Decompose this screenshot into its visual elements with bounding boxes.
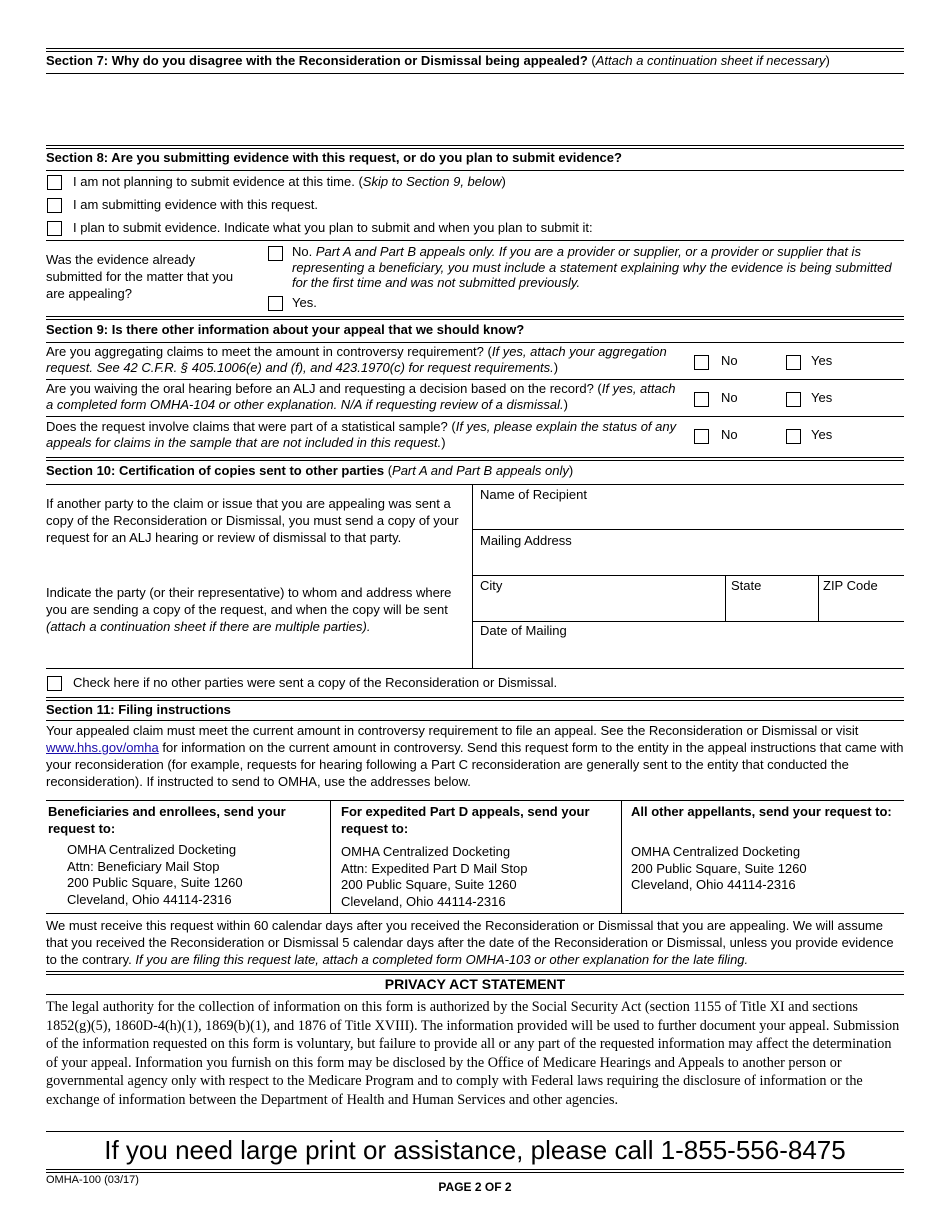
section-7-title: Section 7: Why do you disagree with the Reconsideration or Dismissal being appealed? bbox=[46, 53, 588, 68]
rule bbox=[46, 416, 904, 417]
mailing-address-field[interactable] bbox=[473, 530, 904, 575]
section-10-party-text: Indicate the party (or their representative) to whom and address where you are sending a copy of the request, and when the copy will be sent bbox=[46, 585, 452, 617]
aggregating-question: Are you aggregating claims to meet the amount in controversy requirement? (If yes, attach your aggregation request. See 42 C.F.R. § 405.1006(e) and (f), and 423.1970(c) for request requirements.) bbox=[46, 344, 667, 375]
aggregating-yes-checkbox[interactable] bbox=[786, 355, 801, 370]
recipient-name-label: Name of Recipient bbox=[480, 487, 587, 502]
evidence-submitting-label: I am submitting evidence with this request. bbox=[73, 197, 318, 212]
mailing-address-label: Mailing Address bbox=[480, 533, 572, 548]
evidence-already-no-note: Part A and Part B appeals only. If you are a provider or supplier, or a provider or supplier that is representing a beneficiary, you must include a statement explaining why the evidence is being submitted for the first time and was not submitted previously. bbox=[292, 244, 892, 290]
aggregating-question-text: Are you aggregating claims to meet the amount in controversy requirement? bbox=[46, 344, 484, 359]
evidence-none-label: I am not planning to submit evidence at this time. (Skip to Section 9, below) bbox=[73, 174, 506, 189]
mailing-date-field[interactable] bbox=[473, 622, 904, 667]
rule bbox=[46, 913, 904, 914]
rule bbox=[46, 994, 904, 995]
section-10-party-instructions bbox=[46, 584, 461, 635]
privacy-body: The legal authority for the collection of information on this form is authorized by the Social Security Act (section 1155 of Title XI and sections 1852(g)(5), 1860D-4(h)(1), 1869(b)(1), and 1876 of Title XVIII). The information provided will be used to further document your appeal. Submission of the information requested on this form is voluntary, but failure to provide all or any part of the requested information may affect the determination of your appeal. Information you furnish on this form may be disclosed by the Office of Medicare Hearings and Appeals to another person or governmental agency only with respect to the Medicare Program and to comply with Federal laws requiring the disclosure of information or the exchange of information between the Department of Health and Human Services and other agencies. bbox=[46, 999, 900, 1108]
mailing-date-label: Date of Mailing bbox=[480, 623, 567, 638]
state-field[interactable] bbox=[726, 576, 818, 621]
rule bbox=[46, 697, 904, 701]
evidence-submitting-checkbox[interactable] bbox=[47, 198, 62, 213]
beneficiary-address bbox=[67, 842, 243, 908]
sample-question-note: If yes, please explain the status of any appeals for claims in the sample that are not included in this request. bbox=[46, 419, 677, 450]
rule bbox=[46, 457, 904, 461]
city-field[interactable] bbox=[473, 576, 725, 621]
rule bbox=[46, 800, 904, 801]
sample-no-checkbox[interactable] bbox=[694, 429, 709, 444]
rule bbox=[46, 170, 904, 171]
other-address bbox=[631, 844, 807, 894]
sample-yes-checkbox[interactable] bbox=[786, 429, 801, 444]
evidence-already-yes-label: Yes. bbox=[292, 295, 317, 310]
evidence-already-yes-checkbox[interactable] bbox=[268, 296, 283, 311]
rule bbox=[46, 240, 904, 241]
address-line: Attn: Expedited Part D Mail Stop bbox=[341, 860, 528, 876]
section-9-title: Section 9: Is there other information about your appeal that we should know? bbox=[46, 322, 525, 337]
waiving-yes-label: Yes bbox=[811, 390, 833, 405]
waiving-question-note: If yes, attach a completed form OMHA-104 or other explanation. N/A if requesting review of a dismissal. bbox=[46, 381, 676, 412]
evidence-already-no-label bbox=[292, 244, 902, 291]
section-10-title: Section 10: Certification of copies sent to other parties bbox=[46, 463, 385, 478]
rule bbox=[46, 720, 904, 721]
city-label: City bbox=[480, 578, 503, 593]
aggregating-no-label: No bbox=[721, 353, 738, 368]
filing-instructions-text-2: for information on the current amount in controversy. Send this request form to the entity in the appeal instructions that came with your reconsideration (for example, requests for hearing following a Part C reconsideration are generally sent to the entity that conducted the reconsideration). If instructed to send to OMHA, use the addresses below. bbox=[46, 740, 904, 789]
waiving-yes-checkbox[interactable] bbox=[786, 392, 801, 407]
zip-label: ZIP Code bbox=[823, 578, 878, 593]
section-10-header: Section 10: Certification of copies sent to other parties (Part A and Part B appeals only) bbox=[46, 463, 574, 478]
waiving-question-text: Are you waiving the oral hearing before an ALJ and requesting a decision based on the record? bbox=[46, 381, 594, 396]
no-other-parties-checkbox[interactable] bbox=[47, 676, 62, 691]
deadline-notice bbox=[46, 917, 906, 968]
rule bbox=[46, 316, 904, 320]
zip-field[interactable] bbox=[819, 576, 904, 621]
recipient-name-field[interactable] bbox=[473, 484, 904, 529]
filing-instructions-text: Your appealed claim must meet the current amount in controversy requirement to file an appeal. See the Reconsideration or Dismissal or visit bbox=[46, 723, 859, 738]
section-8-title: Section 8: Are you submitting evidence with this request, or do you plan to submit evidence? bbox=[46, 150, 622, 165]
evidence-plan-label: I plan to submit evidence. Indicate what you plan to submit and when you plan to submit it: bbox=[73, 220, 593, 235]
filing-instructions bbox=[46, 722, 906, 790]
divider bbox=[330, 800, 331, 913]
evidence-already-question: Was the evidence already submitted for the matter that you are appealing? bbox=[46, 252, 234, 301]
evidence-none-checkbox[interactable] bbox=[47, 175, 62, 190]
evidence-already-no-checkbox[interactable] bbox=[268, 246, 283, 261]
rule bbox=[46, 379, 904, 380]
rule bbox=[46, 1131, 904, 1132]
divider bbox=[621, 800, 622, 913]
address-line: 200 Public Square, Suite 1260 bbox=[631, 860, 807, 876]
evidence-none-note: Skip to Section 9, below bbox=[362, 174, 502, 189]
waiving-no-label: No bbox=[721, 390, 738, 405]
waiving-question: Are you waiving the oral hearing before an ALJ and requesting a decision based on the record? (If yes, attach a completed form OMHA-104 or other explanation. N/A if requesting review of a dismissal.) bbox=[46, 381, 676, 412]
evidence-already-no-text: No. bbox=[292, 244, 313, 259]
section-10-instructions: If another party to the claim or issue that you are appealing was sent a copy of the Reconsideration or Dismissal, you must send a copy of your request for an ALJ hearing or review of dismissal to that party. bbox=[46, 496, 459, 545]
address-line: Cleveland, Ohio 44114-2316 bbox=[631, 877, 796, 892]
rule bbox=[46, 971, 904, 975]
address-line: OMHA Centralized Docketing bbox=[67, 842, 237, 857]
deadline-note: If you are filing this request late, attach a completed form OMHA-103 or other explanation for the late filing. bbox=[135, 952, 749, 967]
sample-no-label: No bbox=[721, 427, 738, 442]
address-line: Cleveland, Ohio 44114-2316 bbox=[67, 891, 232, 907]
evidence-plan-checkbox[interactable] bbox=[47, 221, 62, 236]
section-7-answer-area[interactable] bbox=[46, 74, 904, 144]
section-7-note: Attach a continuation sheet if necessary bbox=[595, 53, 826, 68]
section-7-header: Section 7: Why do you disagree with the Reconsideration or Dismissal being appealed? (Attach a continuation sheet if necessary) bbox=[46, 53, 830, 68]
beneficiary-address-heading: Beneficiaries and enrollees, send your request to: bbox=[48, 804, 286, 836]
aggregating-question-note: If yes, attach your aggregation request. See 42 C.F.R. § 405.1006(e) and (f), and 423.1970(c) for request requirements. bbox=[46, 344, 667, 375]
omha-link[interactable]: www.hhs.gov/omha bbox=[46, 740, 159, 755]
sample-yes-label: Yes bbox=[811, 427, 833, 442]
deadline-text: We must receive this request within 60 calendar days after you received the Reconsideration or Dismissal that you are appealing. We will assume that you received the Reconsideration or Dismissal 5 calendar days after the date of the Reconsideration or Dismissal, unless you provide evidence to the contrary. bbox=[46, 918, 894, 967]
rule bbox=[46, 1169, 904, 1173]
rule bbox=[46, 145, 904, 149]
waiving-no-checkbox[interactable] bbox=[694, 392, 709, 407]
other-address-heading: All other appellants, send your request to: bbox=[631, 804, 892, 819]
address-line: OMHA Centralized Docketing bbox=[631, 844, 801, 859]
address-line: OMHA Centralized Docketing bbox=[341, 844, 511, 859]
section-10-party-note: (attach a continuation sheet if there are multiple parties). bbox=[46, 619, 371, 634]
address-line: 200 Public Square, Suite 1260 bbox=[341, 877, 517, 892]
address-line: Attn: Beneficiary Mail Stop bbox=[67, 858, 220, 874]
expedited-address bbox=[341, 844, 527, 910]
aggregating-yes-label: Yes bbox=[811, 353, 833, 368]
state-label: State bbox=[731, 578, 762, 593]
aggregating-no-checkbox[interactable] bbox=[694, 355, 709, 370]
section-11-title: Section 11: Filing instructions bbox=[46, 702, 231, 717]
form-id: OMHA-100 (03/17) bbox=[46, 1174, 139, 1186]
page-number: PAGE 2 OF 2 bbox=[438, 1180, 512, 1194]
assistance-notice: If you need large print or assistance, please call 1-855-556-8475 bbox=[104, 1135, 846, 1165]
sample-question-text: Does the request involve claims that were part of a statistical sample? bbox=[46, 419, 448, 434]
no-other-parties-label: Check here if no other parties were sent a copy of the Reconsideration or Dismissal. bbox=[73, 675, 558, 690]
expedited-address-heading: For expedited Part D appeals, send your request to: bbox=[341, 804, 590, 836]
rule bbox=[46, 342, 904, 343]
privacy-title: PRIVACY ACT STATEMENT bbox=[384, 976, 566, 992]
evidence-none-text: I am not planning to submit evidence at this time. bbox=[73, 174, 355, 189]
rule bbox=[46, 668, 904, 669]
sample-question: Does the request involve claims that were part of a statistical sample? (If yes, please explain the status of any appeals for claims in the sample that are not included in this request.) bbox=[46, 419, 677, 450]
section-10-note: Part A and Part B appeals only bbox=[392, 463, 569, 478]
address-line: 200 Public Square, Suite 1260 bbox=[67, 875, 243, 890]
rule bbox=[46, 48, 904, 52]
address-line: Cleveland, Ohio 44114-2316 bbox=[341, 893, 506, 909]
